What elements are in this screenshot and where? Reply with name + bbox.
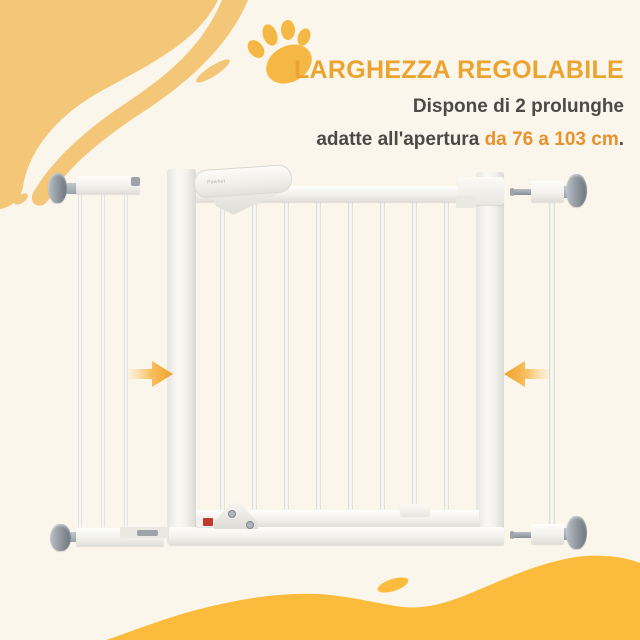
headline-block <box>294 56 624 151</box>
page-title: LARGHEZZA REGOLABILE <box>293 56 624 84</box>
subtitle-line-2-highlight: da 76 a 103 cm <box>484 129 619 150</box>
subtitle-line-2 <box>294 129 624 151</box>
brand-logo: Pawhut <box>206 178 226 186</box>
subtitle-line-1: Dispone di 2 prolunghe <box>412 96 624 117</box>
subtitle-line-2-prefix: adatte all'apertura <box>316 129 485 150</box>
arrow-right-icon <box>128 361 173 387</box>
arrow-left-icon <box>504 361 549 387</box>
subtitle-line-2-suffix: . <box>618 129 624 150</box>
